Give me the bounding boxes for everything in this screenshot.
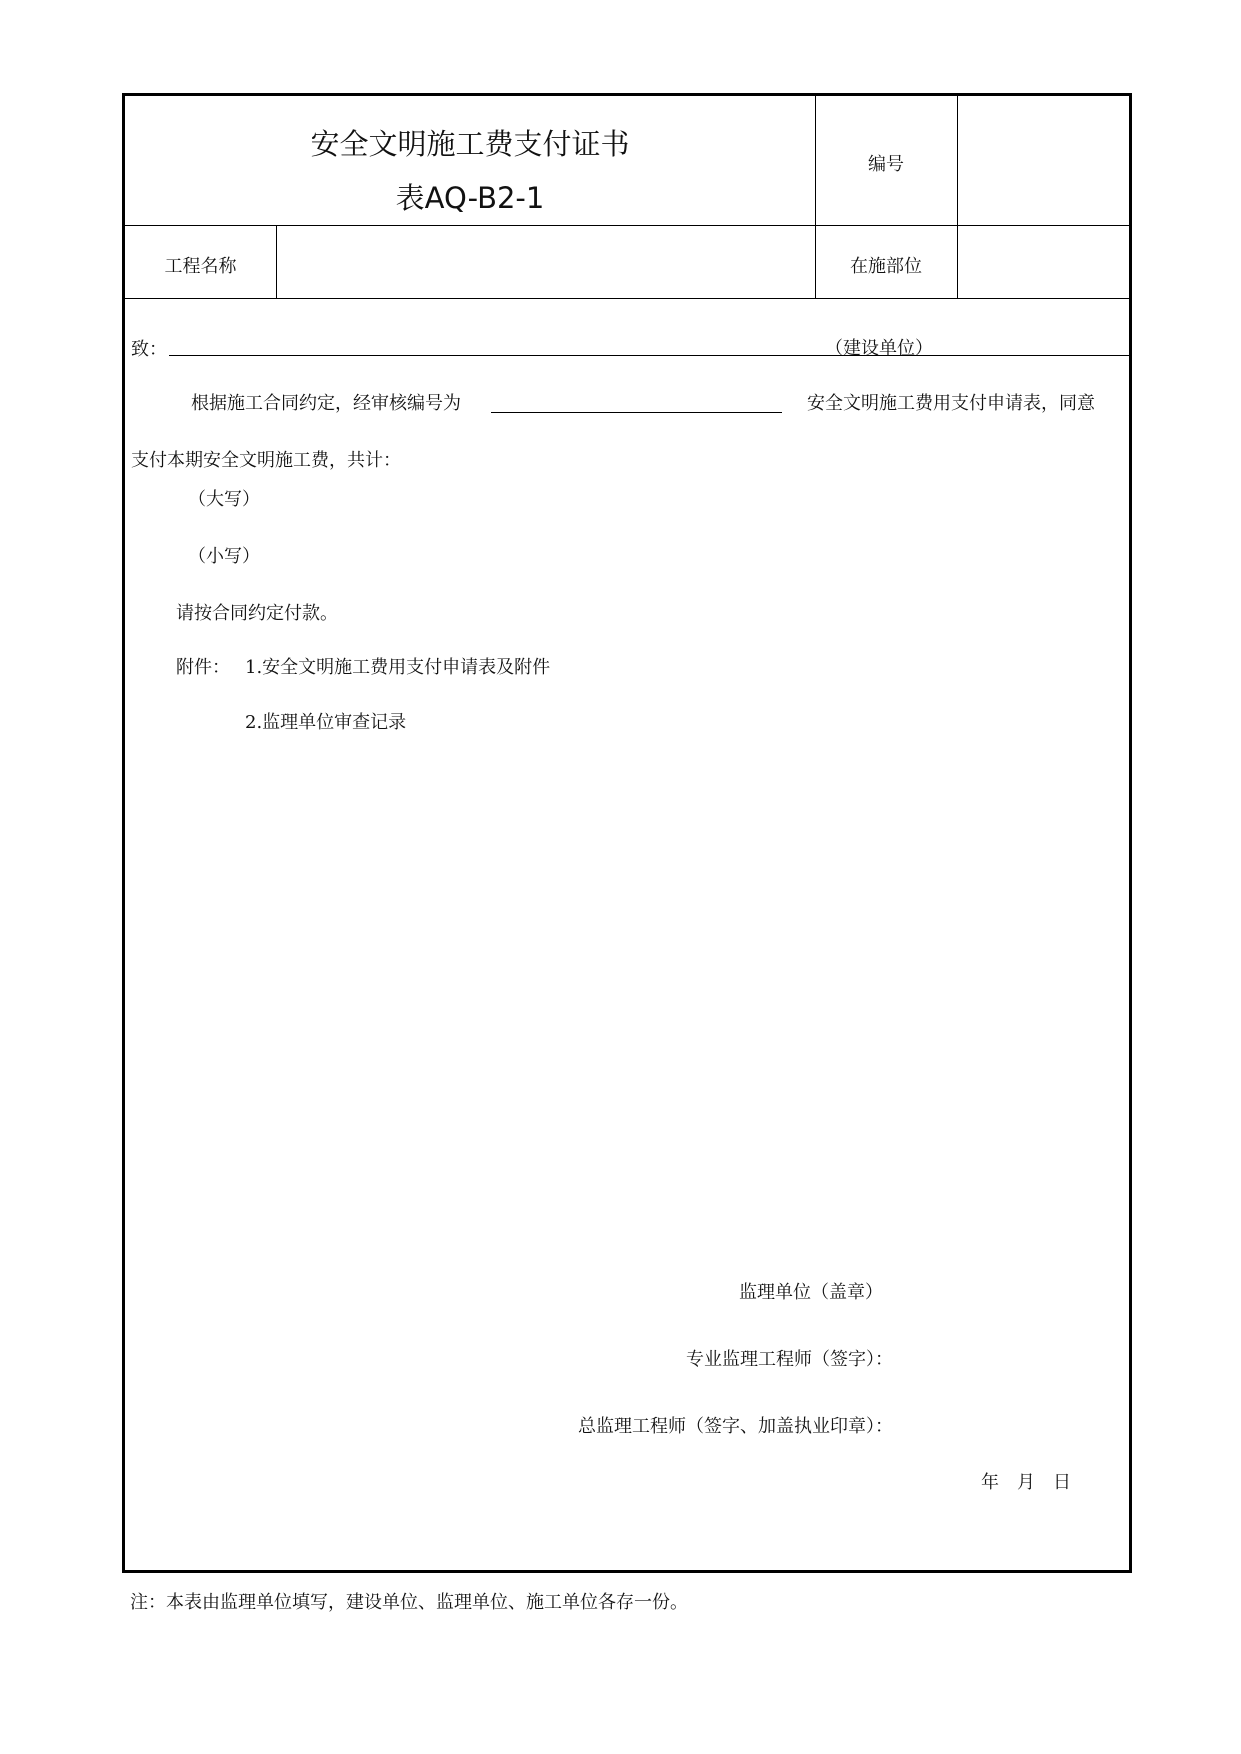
date-line: 年 月 日 (981, 1472, 1071, 1493)
divider (276, 225, 277, 298)
application-number-line[interactable] (491, 412, 782, 413)
number-label: 编号 (868, 154, 904, 175)
to-field-line[interactable] (169, 355, 1129, 356)
supervisor-unit-seal: 监理单位（盖章） (739, 1282, 883, 1303)
payment-request: 请按合同约定付款。 (176, 603, 338, 624)
to-suffix: （建设单位） (825, 338, 933, 359)
chief-engineer-signature: 总监理工程师（签字、加盖执业印章）： (578, 1416, 893, 1437)
amount-lower-label: （小写） (188, 546, 260, 567)
attachment-2: 2.监理单位审查记录 (245, 712, 407, 733)
certificate-form (122, 93, 1132, 1573)
location-label: 在施部位 (850, 256, 922, 277)
paragraph-2: 支付本期安全文明施工费，共计： (131, 450, 401, 471)
attachment-1: 1.安全文明施工费用支付申请表及附件 (245, 657, 551, 678)
specialist-engineer-signature: 专业监理工程师（签字）： (686, 1349, 893, 1370)
attachments-label: 附件： (176, 657, 230, 678)
divider (125, 298, 1129, 299)
to-label: 致： (131, 339, 167, 360)
paragraph-1-start: 根据施工合同约定，经审核编号为 (191, 393, 461, 414)
amount-upper-label: （大写） (188, 489, 260, 510)
form-title: 安全文明施工费支付证书 (310, 127, 630, 161)
footer-note: 注：本表由监理单位填写，建设单位、监理单位、施工单位各存一份。 (130, 1592, 688, 1613)
paragraph-1-end: 安全文明施工费用支付申请表，同意 (807, 393, 1095, 414)
form-code: 表AQ-B2-1 (395, 181, 545, 215)
divider (957, 96, 958, 298)
project-name-label: 工程名称 (164, 256, 237, 277)
